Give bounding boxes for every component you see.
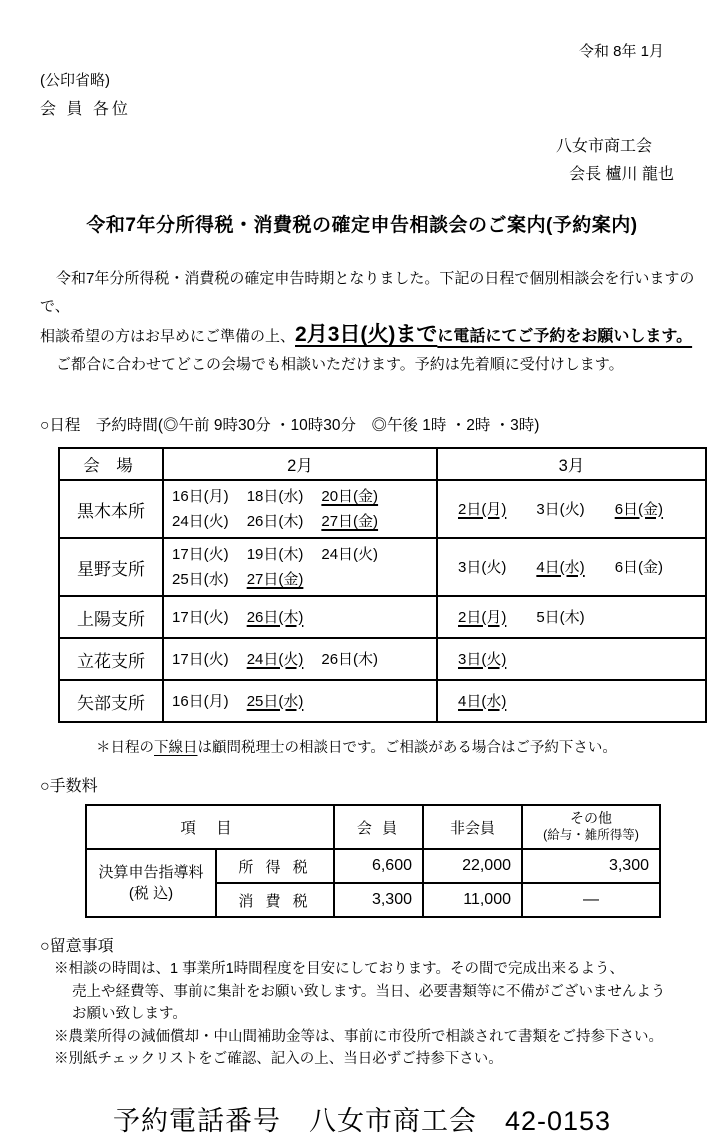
footnote-prefix: ＊日程の: [96, 740, 154, 756]
fee-other-amount: 3,300: [522, 849, 660, 883]
date: 26日(木): [321, 650, 379, 668]
notes-section-heading: ○留意事項: [40, 938, 114, 955]
fee-other-amount: ―: [522, 883, 660, 917]
schedule-row: [59, 480, 706, 538]
date: 16日(月): [172, 692, 229, 710]
date-line: [172, 484, 434, 509]
date: 17日(火): [172, 546, 229, 563]
date: 24日(火): [172, 513, 229, 530]
schedule-section-heading: ○日程 予約時間(◎午前 9時30分 ・10時30分 ◎午後 1時 ・2時 ・3時): [40, 417, 540, 434]
fee-group-cell: [86, 849, 216, 917]
intro-line-1: 令和7年分所得税・消費税の確定申告時期となりました。下記の日程で個別相談会を行いますので、: [40, 270, 695, 315]
date: 18日(水): [246, 488, 304, 505]
fee-item-name: 消 費 税: [216, 883, 334, 917]
reservation-request: に電話にてご予約をお願いします。: [437, 328, 693, 345]
schedule-table: [58, 447, 707, 723]
issue-date: 令和 8年 1月: [578, 43, 664, 60]
date-line: [458, 605, 703, 630]
venue-cell: 星野支所: [59, 538, 163, 596]
dates-cell-mar: [437, 596, 706, 638]
fee-item-name: 所 得 税: [216, 849, 334, 883]
date-line: [172, 509, 434, 534]
schedule-row: [59, 538, 706, 596]
date-line: [172, 647, 434, 672]
fee-table-header: [86, 805, 660, 849]
fee-nonmember-amount: 22,000: [423, 849, 522, 883]
dates-cell-mar: [437, 680, 706, 722]
reservation-deadline: 2月3日(火)まで: [295, 323, 438, 346]
fee-column-other: [522, 805, 660, 849]
date-line: [172, 689, 434, 714]
note-line: お願い致します。: [72, 1006, 187, 1022]
column-header-february: 2月: [163, 448, 437, 480]
schedule-header-row: [59, 448, 706, 480]
date-underlined: 6日(金): [614, 500, 664, 518]
schedule-row: [59, 680, 706, 722]
dates-cell-mar: [437, 538, 706, 596]
date: 5日(木): [536, 608, 585, 626]
fee-member-amount: 6,600: [334, 849, 423, 883]
date-underlined: 27日(金): [321, 513, 379, 530]
venue-cell: 上陽支所: [59, 596, 163, 638]
date-line: [458, 555, 703, 580]
intro-line-2-prefix: 相談希望の方はお早めにご準備の上、: [40, 328, 296, 345]
date: 3日(火): [536, 500, 585, 518]
date-underlined: 20日(金): [321, 488, 379, 505]
fee-member-amount: 3,300: [334, 883, 423, 917]
date: 16日(月): [172, 488, 229, 505]
fee-column-other-label: その他: [570, 810, 612, 826]
footnote-underlined-term: 下線日: [154, 740, 198, 756]
date: 3日(火): [458, 558, 507, 576]
note-line: ※農業所得の減価償却・中山間補助金等は、事前に市役所で相談されて書類をご持参下さい。: [54, 1028, 663, 1045]
date-underlined: 2日(月): [458, 500, 507, 518]
fee-table: [85, 804, 661, 918]
date: 17日(火): [172, 650, 229, 668]
schedule-row: [59, 596, 706, 638]
date-underlined: 4日(水): [536, 558, 585, 576]
sender-organization: 八女市商工会: [555, 138, 652, 155]
date-underlined: 27日(金): [246, 571, 304, 588]
fee-column-item: 項 目: [86, 805, 334, 849]
column-header-venue: 会 場: [59, 448, 163, 480]
sender-chairman: 会長 櫨川 龍也: [569, 166, 674, 183]
schedule-row: [59, 638, 706, 680]
date: 26日(木): [246, 513, 304, 530]
date: 24日(火): [321, 546, 379, 563]
fee-header-row: [86, 805, 660, 849]
fee-column-other-sublabel: (給与・雑所得等): [543, 828, 639, 842]
note-line: ※別紙チェックリストをご確認、記入の上、当日必ずご持参下さい。: [54, 1051, 503, 1067]
date: 19日(木): [246, 546, 304, 563]
date-underlined: 2日(月): [458, 608, 507, 626]
fee-column-member: 会 員: [334, 805, 423, 849]
column-header-march: 3月: [437, 448, 706, 480]
fee-group-line1: 決算申告指導料: [98, 864, 204, 881]
date: 25日(水): [172, 571, 229, 588]
footnote-suffix: は顧問税理士の相談日です。ご相談がある場合はご予約下さい。: [197, 740, 617, 756]
date-line: [458, 647, 703, 672]
fee-column-nonmember: 非会員: [423, 805, 522, 849]
dates-cell-feb: [163, 538, 437, 596]
fee-group-line2: (税 込): [128, 885, 174, 902]
notes-list: [0, 958, 724, 1071]
date-underlined: 25日(水): [246, 692, 304, 710]
intro-line-2: [40, 321, 704, 351]
schedule-table-body: [59, 480, 706, 722]
venue-cell: 立花支所: [59, 638, 163, 680]
dates-cell-mar: [437, 638, 706, 680]
dates-cell-feb: [163, 638, 437, 680]
date-line: [458, 689, 703, 714]
venue-cell: 矢部支所: [59, 680, 163, 722]
fee-row: [86, 849, 660, 883]
date-line: [172, 567, 434, 592]
schedule-table-header: [59, 448, 706, 480]
addressee: 会 員 各位: [40, 101, 131, 118]
dates-cell-feb: [163, 680, 437, 722]
intro-line-3: ご都合に合わせてどこの会場でも相談いただけます。予約は先着順に受付けします。: [56, 356, 624, 373]
seal-omitted-note: (公印省略): [40, 72, 110, 89]
date-underlined: 4日(水): [458, 692, 507, 710]
date: 6日(金): [614, 558, 664, 576]
date-line: [172, 605, 434, 630]
date-line: [172, 542, 434, 567]
note-line: ※相談の時間は、1 事業所1時間程度を目安にしております。その間で完成出来るよう、: [54, 961, 624, 977]
fees-section-heading: ○手数料: [40, 778, 98, 795]
date-underlined: 26日(木): [246, 608, 304, 626]
reservation-phone-line: 予約電話番号 八女市商工会 42-0153: [112, 1105, 612, 1136]
schedule-footnote: [96, 736, 724, 757]
intro-paragraph: [40, 265, 704, 379]
fee-table-body: [86, 849, 660, 917]
date-underlined: 3日(火): [458, 650, 507, 668]
dates-cell-feb: [163, 596, 437, 638]
dates-cell-feb: [163, 480, 437, 538]
venue-cell: 黒木本所: [59, 480, 163, 538]
date-line: [458, 497, 703, 522]
date: 17日(火): [172, 608, 229, 626]
dates-cell-mar: [437, 480, 706, 538]
page-title: 令和7年分所得税・消費税の確定申告相談会のご案内(予約案内): [86, 215, 638, 236]
note-line: 売上や経費等、事前に集計をお願い致します。当日、必要書類等に不備がございませんよう: [72, 983, 666, 1000]
fee-nonmember-amount: 11,000: [423, 883, 522, 917]
date-underlined: 24日(火): [246, 650, 304, 668]
